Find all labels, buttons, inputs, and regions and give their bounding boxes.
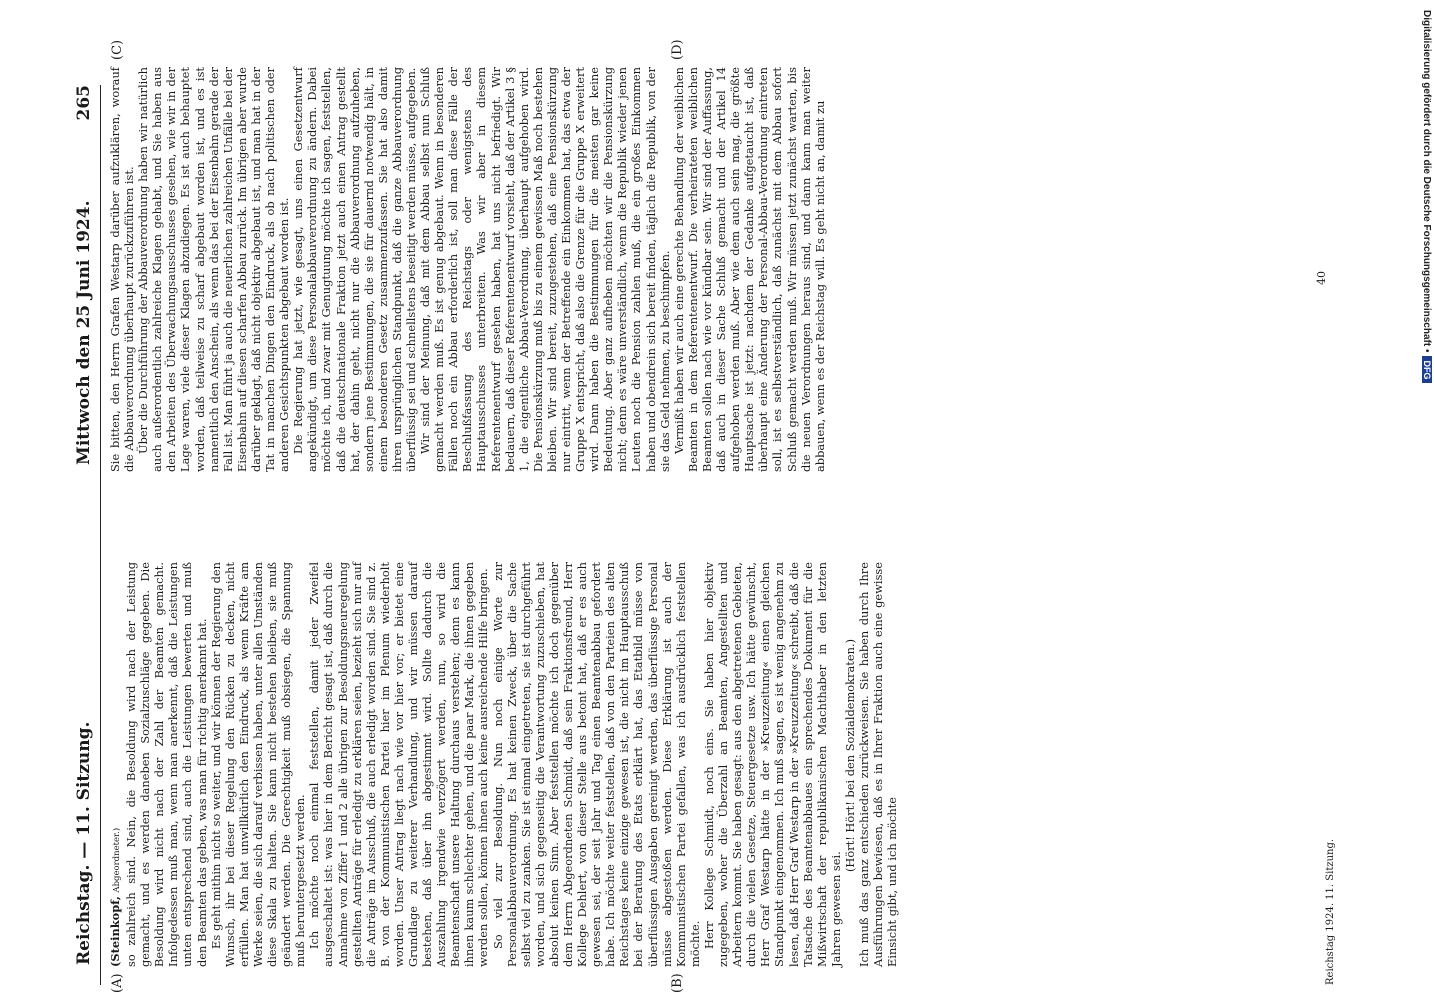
header-session: Reichstag. — 11. Sitzung. xyxy=(74,721,94,965)
speaker-name: (Steinkopf, xyxy=(108,896,122,967)
margin-letter-b: (B) xyxy=(670,973,685,993)
page-footer: Reichstag 1924. 11. Sitzung. xyxy=(1325,838,1336,985)
sidebar-credit xyxy=(1421,10,1432,383)
signature-mark: 40 xyxy=(1315,271,1328,285)
paragraph: Sie bitten, den Herrn Grafen Westarp darüber aufzuklären, worauf die Abbauverordnung überhaupt zurückzuführen ist. xyxy=(108,67,137,472)
speaker-role: Abgeordneter.) xyxy=(112,827,122,893)
paragraph: Vermißt haben wir auch eine gerechte Behandlung der weiblichen Beamten in dem Referentenentwurf. Die verheirateten weiblichen Beamten sollen nach wie vor kündbar sein. Wir sind der Auffassung, daß auch in dieser Sache Schluß gemacht und der Artikel 14 aufgehoben werden muß. Aber wie dem auch sein mag, die größte Hauptsache ist jetzt: nachdem der Gedanke aufgetaucht ist, daß überhaupt eine Änderung der Personal-Abbau-Verordnung eintreten soll, ist es selbstverständlich, daß zunächst mit dem Abbau sofort Schluß gemacht werden muß. Wir müssen jetzt zunächst warten, bis die neuen Verordnungen heraus sind, und dann kann man weiter abbauen, wenn es der Reichstag will. Es geht nicht an, damit zu xyxy=(671,67,827,472)
dfg-logo: DFG xyxy=(1422,356,1432,383)
margin-letter-c: (C) xyxy=(110,39,125,60)
digitization-sidebar xyxy=(1418,10,1432,990)
rotated-document-page xyxy=(70,0,1336,993)
paragraph: Wir sind der Meinung, daß mit dem Abbau selbst nun Schluß gemacht werden muß. Es ist genug abgebaut. Wenn in besonderen Fällen noch ein Abbau erforderlich ist, soll man diese Fälle der Beschlußfassung des Reichstags oder wenigstens des Hauptausschusses unterbreiten. Was wir aber in diesem Referentenentwurf gesehen haben, hat uns nicht befriedigt. Wir bedauern, daß dieser Referentenentwurf vorsieht, daß der Artikel 3 § 1, die eigentliche Abbau-Verordnung, überhaupt aufgehoben wird. Die Pensionskürzung muß bis zu einem gewissen Maß noch bestehen bleiben. Wir sind bereit, zuzugestehen, daß eine Pensionskürzung nur eintritt, wenn der Betreffende ein Einkommen hat, das etwa der Gruppe X entspricht, daß also die Grenze für die Gruppe X erweitert wird. Dann haben die Bestimmungen für die meisten gar keine Bedeutung. Aber ganz aufheben möchten wir die Pensionskürzung nicht; denn es wäre unverständlich, wenn die Republik wieder jenen Leuten noch die Pension zahlen muß, die ein großes Einkommen haben und obendrein sich bereit finden, täglich die Republik, von der sie das Geld nehmen, zu beschimpfen. xyxy=(418,67,672,472)
interjection: (Hört! Hört! bei den Sozialdemokraten.) xyxy=(842,638,857,873)
header-date: Mittwoch den 25 Juni 1924. xyxy=(74,200,94,465)
page-number: 265 xyxy=(74,85,94,121)
right-text-column xyxy=(108,67,827,472)
paragraph: So viel zur Besoldung. Nun noch einige Worte zur Personalabbauverordnung. Es hat keinen Zweck, über die Sache selbst viel zu zanken. Sie ist einmal eingetreten, sie ist durchgeführt worden, und sich gegenseitig die Verantwortung zuzuschieben, hat absolut keinen Sinn. Aber feststellen möchte ich doch gegenüber dem Herrn Abgeordneten Schmidt, daß sein Fraktionsfreund, Herr Kollege Dehlert, von dieser Stelle aus betont hat, daß er es auch gewesen sei, der seit Jahr und Tag einen Beamtenabbau gefordert habe. Ich möchte weiter feststellen, daß von den Parteien des alten Reichstages keine einzige gewesen ist, die nicht im Hauptausschuß bei der Beratung des Etats erklärt hat, das Etatbild müsse von überflüssigen Ausgaben gereinigt werden, das überflüssige Personal müsse abgestoßen werden. Diese Erklärung ist auch der Kommunistischen Partei gefallen, was ich ausdrücklich feststellen möchte. xyxy=(490,562,702,967)
paragraph: Ich möchte noch einmal feststellen, damit jeder Zweifel ausgeschaltet ist: was hier in dem Bericht gesagt ist, daß durch die Annahme von Ziffer 1 und 2 alle übrigen zur Besoldungsneuregelung gestellten Anträge für erledigt zu erklären seien, bezieht sich nur auf die Anträge im Ausschuß, die auch erledigt worden sind. Sie sind z. B. von der Kommunistischen Partei hier im Plenum wiederholt worden. Unser Antrag liegt nach wie vor hier vor; er bietet eine Grundlage zu weiterer Verhandlung, und wir müssen darauf bestehen, daß über ihn abgestimmt wird. Sollte dadurch die Auszahlung irgendwie verzögert werden, nun, so wird die Beamtenschaft unsere Haltung durchaus verstehen; denn es kann ihnen kaum schlechter gehen, und die paar Mark, die ihnen gegeben werden sollen, können ihnen auch keine ausreichende Hilfe bringen. xyxy=(307,562,491,967)
paragraph: so zahlreich sind. Nein, die Besoldung wird nach der Leistung gemacht, und es werden daneben Sozialzuschläge gegeben. Die Besoldung wird nicht nach der Zahl der Beamten gemacht. Infolgedessen muß man, wenn man anerkennt, daß die Leistungen unten entsprechend sind, auch die Leistungen bewerten und muß den Beamten das geben, was man für richtig anerkannt hat. xyxy=(124,562,209,967)
paragraph: Herr Kollege Schmidt, noch eins. Sie haben hier objektiv zugegeben, woher die Überzahl an Beamten, Angestellten und Arbeitern kommt. Sie haben gesagt: aus den abgetretenen Gebieten, durch die vielen Gesetze, Steuergesetze usw. Ich hätte gewünscht, Herr Graf Westarp hätte in der »Kreuzzeitung« einen gleichen Standpunkt eingenommen. Ich muß sagen, es ist wenig angenehm zu lesen, daß Herr Graf Westarp in der »Kreuzzeitung« schreibt, daß die Tatsache des Beamtenabbaues ein sprechendes Dokument für die Mißwirtschaft der republikanischen Machthaber in den letzten Jahren gewesen sei. xyxy=(701,562,843,967)
paragraph: Die Regierung hat jetzt, wie gesagt, uns einen Gesetzentwurf angekündigt, um diese Personalabbauverordnung zu ändern. Dabei möchte ich, und zwar mit Genugtuung möchte ich sagen, feststellen, daß die deutschnationale Fraktion jetzt auch einen Antrag gestellt hat, der dahin geht, nicht nur die Abbauverordnung aufzuheben, sondern jene Bestimmungen, die sie für dauernd notwendig hält, in einem besonderen Gesetz zusammenzufassen. Sie hat also damit ihren ursprünglichen Standpunkt, daß die ganze Abbauverordnung überflüssig sei und schnellstens beseitigt werden müsse, aufgegeben. xyxy=(291,67,418,472)
speaker-line xyxy=(108,562,124,967)
page-header xyxy=(70,85,101,985)
left-text-column xyxy=(108,562,899,967)
paragraph: Ich muß das ganz entschieden zurückweisen. Sie haben durch Ihre Ausführungen bewiesen, daß es in Ihrer Fraktion auch eine gewisse Einsicht gibt, und ich möchte xyxy=(856,562,900,967)
margin-letter-a: (A) xyxy=(110,973,125,993)
funding-note: Digitalisierung gefördert durch die Deutsche Forschungsgemeinschaft • xyxy=(1421,10,1432,353)
margin-letter-d: (D) xyxy=(670,39,685,60)
paragraph: Über die Durchführung der Abbauverordnung haben wir natürlich auch außerordentlich zahlreiche Klagen gehabt, und Sie haben aus den Arbeiten des Überwachungsausschusses gesehen, wie wir in der Lage waren, viele dieser Klagen abzudiegen. Es ist auch behauptet worden, daß teilweise zu scharf abgebaut worden ist, und es ist namentlich den Anschein, als wenn das bei der Eisenbahn gerade der Fall ist. Man führt ja auch die neuerlichen zahlreichen Unfälle bei der Eisenbahn auf diesen scharfen Abbau zurück. Im übrigen aber wurde darüber geklagt, daß nicht objektiv abgebaut ist, und man hat in der Tat in manchen Dingen den Eindruck, als ob nach politischen oder anderen Gesichtspunkten abgebaut worden ist. xyxy=(136,67,292,472)
paragraph: Es geht mithin nicht so weiter, und wir können der Regierung den Wunsch, ihr bei dieser Regelung den Rücken zu decken, nicht erfüllen. Man hat unwillkürlich den Eindruck, als wenn Kräfte am Werke seien, die sich darauf verbissen haben, unter allen Umständen diese Skala zu halten. Sie kann nicht bestehen bleiben, sie muß geändert werden. Die Gerechtigkeit muß obsiegen, die Spannung muß heruntergesetzt werden. xyxy=(208,562,308,967)
